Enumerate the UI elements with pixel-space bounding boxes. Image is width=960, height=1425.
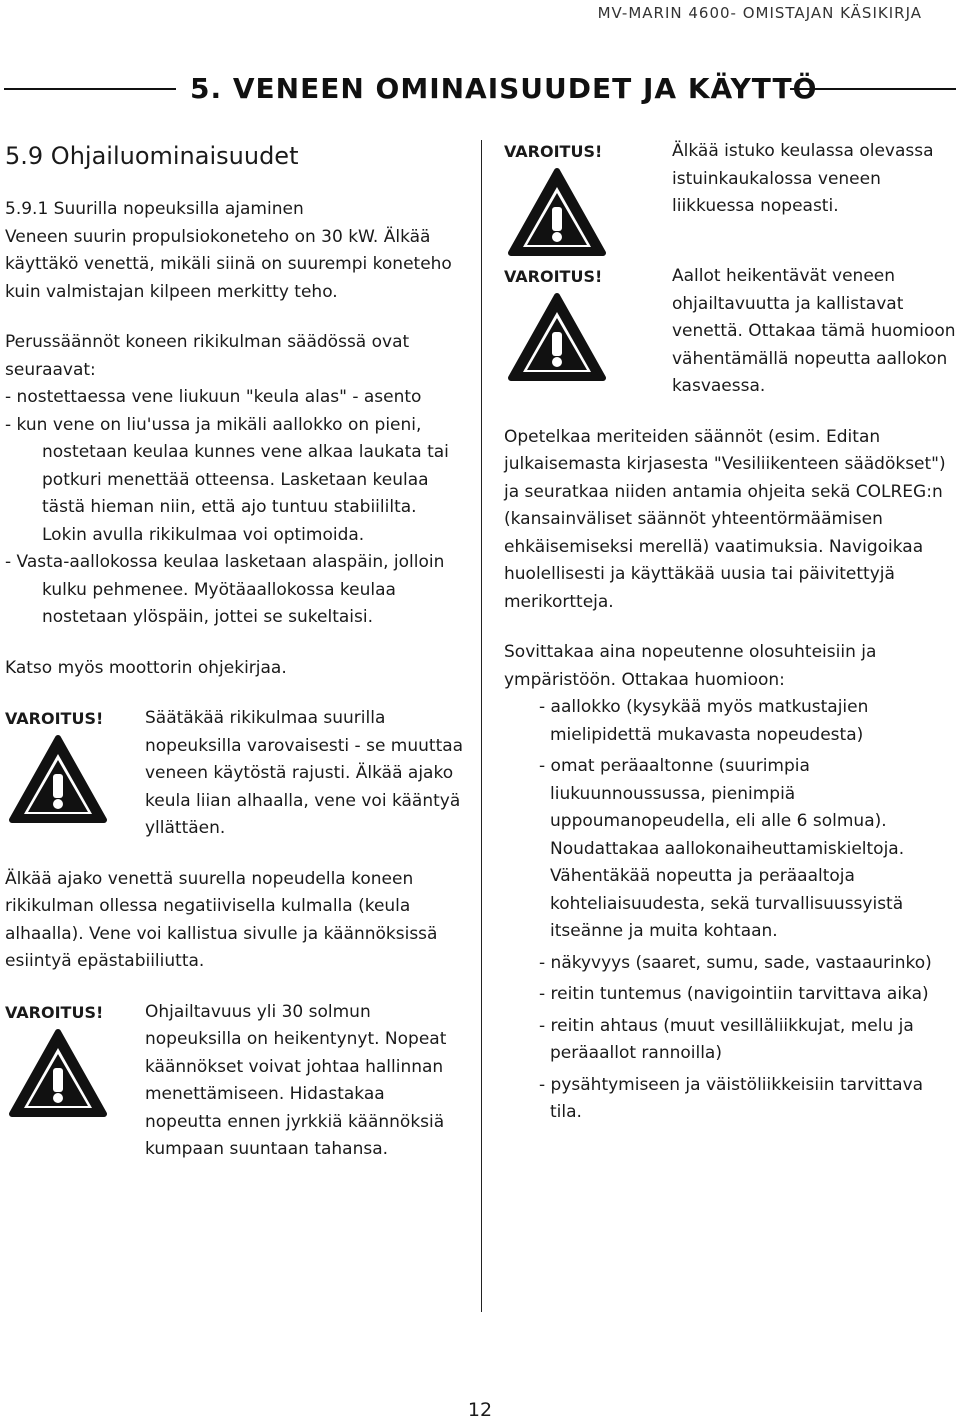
negative-trim-paragraph: Älkää ajako venettä suurella nopeudella koneen rikikulman ollessa negatiivisella kulmalla (keula alhaalla). Vene voi kallistua sivulle ja käännöksissä esiintyä epästabiiliutta. [5, 868, 438, 971]
list-item: - omat peräaaltonne (suurimpia liukuunnoussussa, pienimpiä uppoumanopeudella, eli alle 6 solmua). Noudattakaa aallokonaiheuttamiskieltoja. Vähentäkää nopeutta ja peräaaltoja kohteliaisuudesta, sekä turvallisuussyistä itseänne ja muita kohtaan. [539, 756, 905, 941]
list-item: - näkyvyys (saaret, sumu, sade, vastaaurinko) [539, 952, 932, 973]
warning-block [504, 138, 959, 257]
warning-block [5, 999, 465, 1164]
warning-text: Älkää istuko keulassa olevassa istuinkaukalossa veneen liikkuessa nopeasti. [672, 141, 934, 216]
left-column [5, 138, 465, 1164]
speed-conditions-paragraph: Sovittakaa aina nopeutenne olosuhteisiin ja ympäristöön. Ottakaa huomioon: [504, 642, 877, 690]
warning-triangle-icon [507, 292, 607, 382]
column-divider [481, 140, 482, 1312]
rules-of-road-paragraph: Opetelkaa meriteiden säännöt (esim. Editan julkaisemasta kirjasesta "Vesiliikenteen säädökset") ja seuratkaa niiden antamia ohjeita sekä COLREG:n (kansainväliset säännöt yhteentörmäämisen ehkäisemiseksi merellä) vaatimuksia. Navigoikaa huolellisesti ja käyttäkää uusia tai päivitettyjä merikortteja. [504, 426, 946, 612]
warning-label: VAROITUS! [5, 1002, 104, 1022]
warning-text: Säätäkää rikikulmaa suurilla nopeuksilla varovaisesti - se muuttaa veneen käytöstä rajusti. Älkää ajako keula liian alhaalla, vene voi kääntyä yllättäen. [145, 708, 464, 838]
subsection-title: 5.9.1 Suurilla nopeuksilla ajaminen [5, 199, 304, 219]
right-column [504, 138, 959, 1129]
header-rule-left [4, 88, 176, 90]
intro-paragraph: Veneen suurin propulsiokoneteho on 30 kW. Älkää käyttäkö venettä, mikäli siinä on suurempi koneteho kuin valmistajan kilpeen merkitty teho. [5, 226, 452, 302]
warning-label: VAROITUS! [5, 709, 104, 728]
warning-triangle-icon [8, 734, 108, 824]
section-title: 5.9 Ohjailuominaisuudet [5, 142, 299, 170]
warning-block [5, 705, 465, 843]
list-item: - reitin ahtaus (muut vesilläliikkujat, melu ja peräaallot rannoilla) [539, 1015, 914, 1063]
chapter-title: 5. VENEEN OMINAISUUDET JA KÄYTTÖ [190, 72, 818, 105]
list-item: - pysähtymiseen ja väistöliikkeisiin tarvittava tila. [539, 1074, 924, 1122]
warning-text: Aallot heikentävät veneen ohjailtavuutta ja kallistavat venettä. Ottakaa tämä huomioon vähentämällä nopeutta aallokon kasvaessa. [672, 266, 956, 396]
warning-label: VAROITUS! [504, 267, 603, 286]
rule-item: - Vasta-aallokossa keulaa lasketaan alaspäin, jolloin kulku pehmenee. Myötäaallokossa keulaa nostetaan ylöspäin, jottei se sukeltaisi. [5, 552, 445, 627]
page-number: 12 [467, 1399, 493, 1421]
header-rule-right [790, 88, 956, 90]
list-item: - aallokko (kysykää myös matkustajien mielipidettä mukavasta nopeudesta) [539, 697, 869, 745]
rule-item: - nostettaessa vene liukuun "keula alas" - asento [5, 387, 422, 407]
list-item: - reitin tuntemus (navigointiin tarvittava aika) [539, 984, 929, 1004]
running-header: MV-MARIN 4600- OMISTAJAN KÄSIKIRJA [597, 4, 922, 22]
warning-triangle-icon [507, 167, 607, 257]
rule-item: - kun vene on liu'ussa ja mikäli aallokko on pieni, nostetaan keulaa kunnes vene alkaa laukata tai potkuri menettää otteensa. Lasketaan keulaa tästä hieman niin, että ajo tuntuu stabiililta. Lokin avulla rikikulmaa voi optimoida. [5, 414, 449, 545]
warning-text: Ohjailtavuus yli 30 solmun nopeuksilla on heikentynyt. Nopeat käännökset voivat johtaa hallinnan menettämiseen. Hidastakaa nopeutta ennen jyrkkiä käännöksiä kumpaan suuntaan tahansa. [145, 1001, 447, 1159]
see-also-text: Katso myös moottorin ohjekirjaa. [5, 657, 287, 678]
warning-label: VAROITUS! [504, 142, 603, 161]
warning-triangle-icon [8, 1028, 108, 1118]
warning-block [504, 263, 959, 401]
rules-heading: Perussäännöt koneen rikikulman säädössä ovat seuraavat: [5, 332, 410, 380]
considerations-list [504, 694, 959, 1127]
